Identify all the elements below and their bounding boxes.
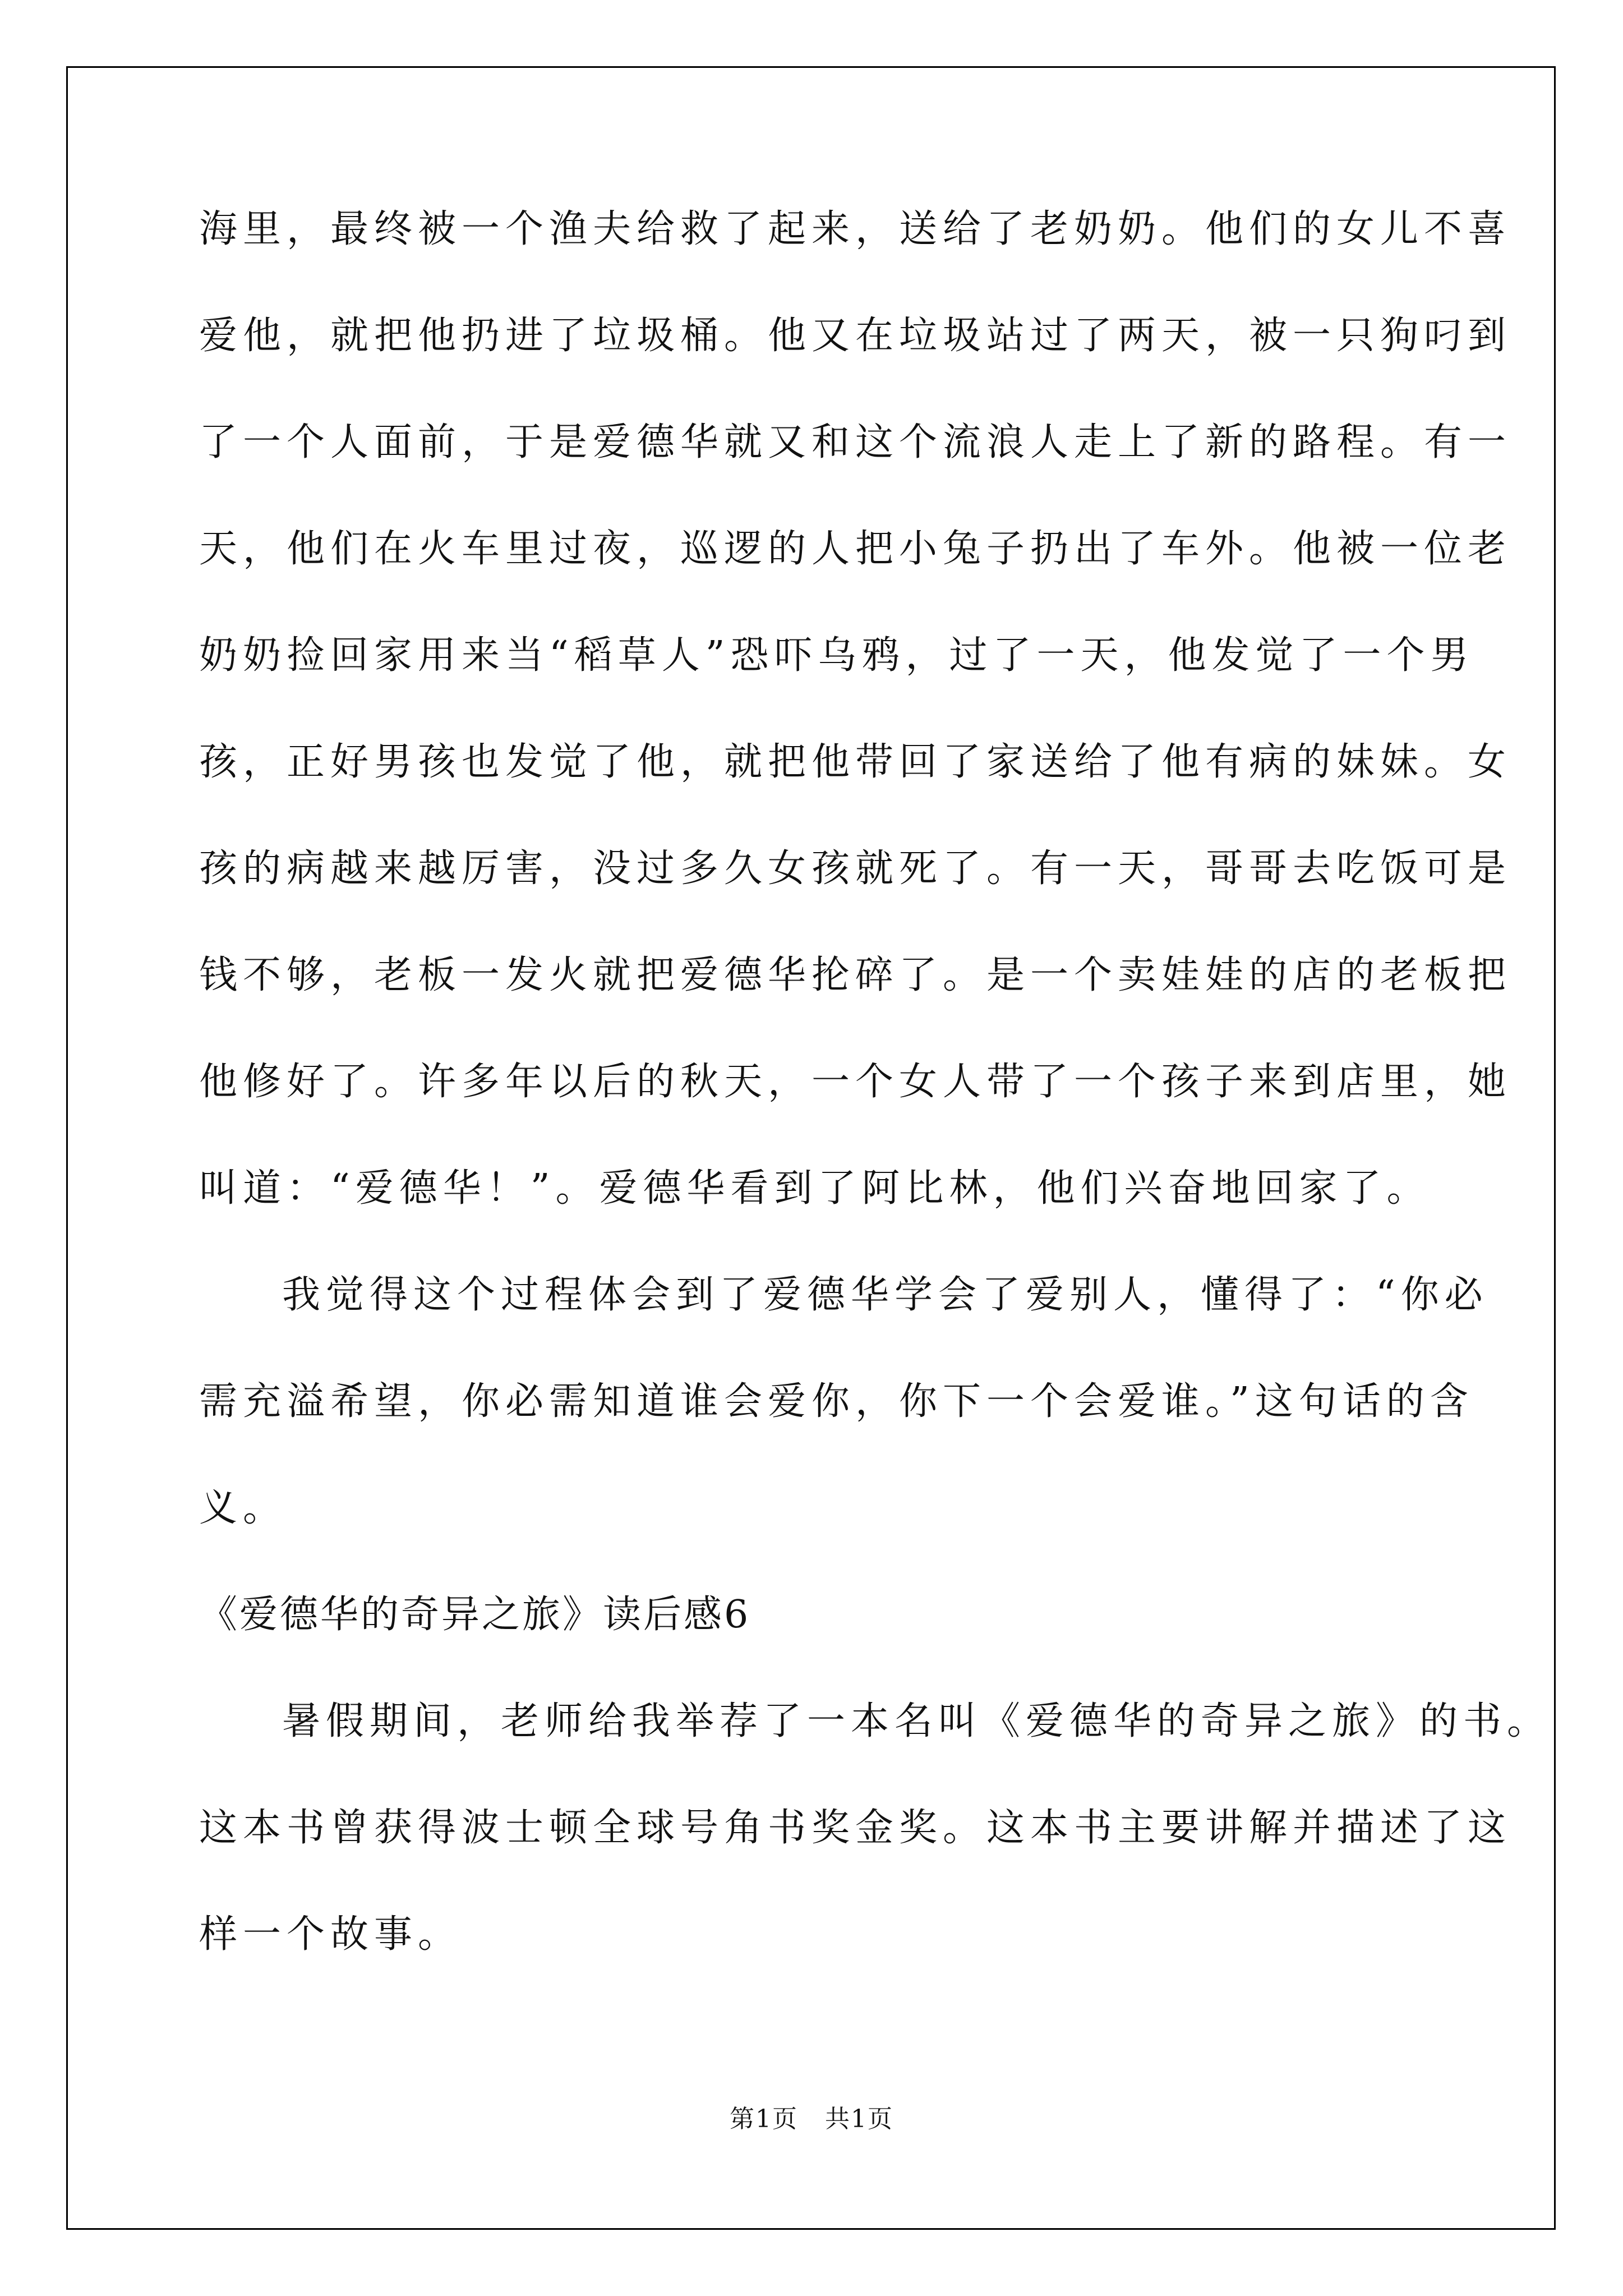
page-total: 共1页 — [825, 2105, 893, 2133]
text-line: 需充溢希望，你必需知道谁会爱你，你下一个会爱谁。”这句话的含 — [199, 1379, 1474, 1424]
page-footer — [0, 2104, 1623, 2135]
text-line: 了一个人面前，于是爱德华就又和这个流浪人走上了新的路程。有一 — [199, 420, 1512, 464]
page-border — [66, 66, 1556, 2230]
text-line: 海里，最终被一个渔夫给救了起来，送给了老奶奶。他们的女儿不喜 — [199, 207, 1512, 251]
text-line: 这本书曾获得波士顿全球号角书奖金奖。这本书主要讲解并描述了这 — [199, 1806, 1512, 1850]
paragraph-first-line: 我觉得这个过程体会到了爱德华学会了爱别人，懂得了：“你必 — [282, 1273, 1488, 1317]
text-line: 奶奶捡回家用来当“稻草人”恐吓乌鸦，过了一天，他发觉了一个男 — [199, 633, 1474, 678]
section-heading: 《爱德华的奇异之旅》读后感6 — [199, 1593, 751, 1637]
text-line: 天，他们在火车里过夜，巡逻的人把小兔子扔出了车外。他被一位老 — [199, 527, 1512, 571]
text-line: 样一个故事。 — [199, 1912, 462, 1957]
text-line: 爱他，就把他扔进了垃圾桶。他又在垃圾站过了两天，被一只狗叼到 — [199, 314, 1512, 358]
text-line: 叫道：“爱德华！”。爱德华看到了阿比林，他们兴奋地回家了。 — [199, 1166, 1431, 1211]
text-line: 孩，正好男孩也发觉了他，就把他带回了家送给了他有病的妹妹。女 — [199, 740, 1512, 784]
text-line: 孩的病越来越厉害，没过多久女孩就死了。有一天，哥哥去吃饭可是 — [199, 846, 1512, 891]
text-line: 义。 — [199, 1486, 287, 1530]
text-line: 他修好了。许多年以后的秋天，一个女人带了一个孩子来到店里，她 — [199, 1060, 1512, 1104]
text-line: 钱不够，老板一发火就把爱德华抡碎了。是一个卖娃娃的店的老板把 — [199, 953, 1512, 997]
paragraph-first-line: 暑假期间，老师给我举荐了一本名叫《爱德华的奇异之旅》的书。 — [282, 1699, 1551, 1743]
page-number: 第1页 — [730, 2105, 798, 2133]
